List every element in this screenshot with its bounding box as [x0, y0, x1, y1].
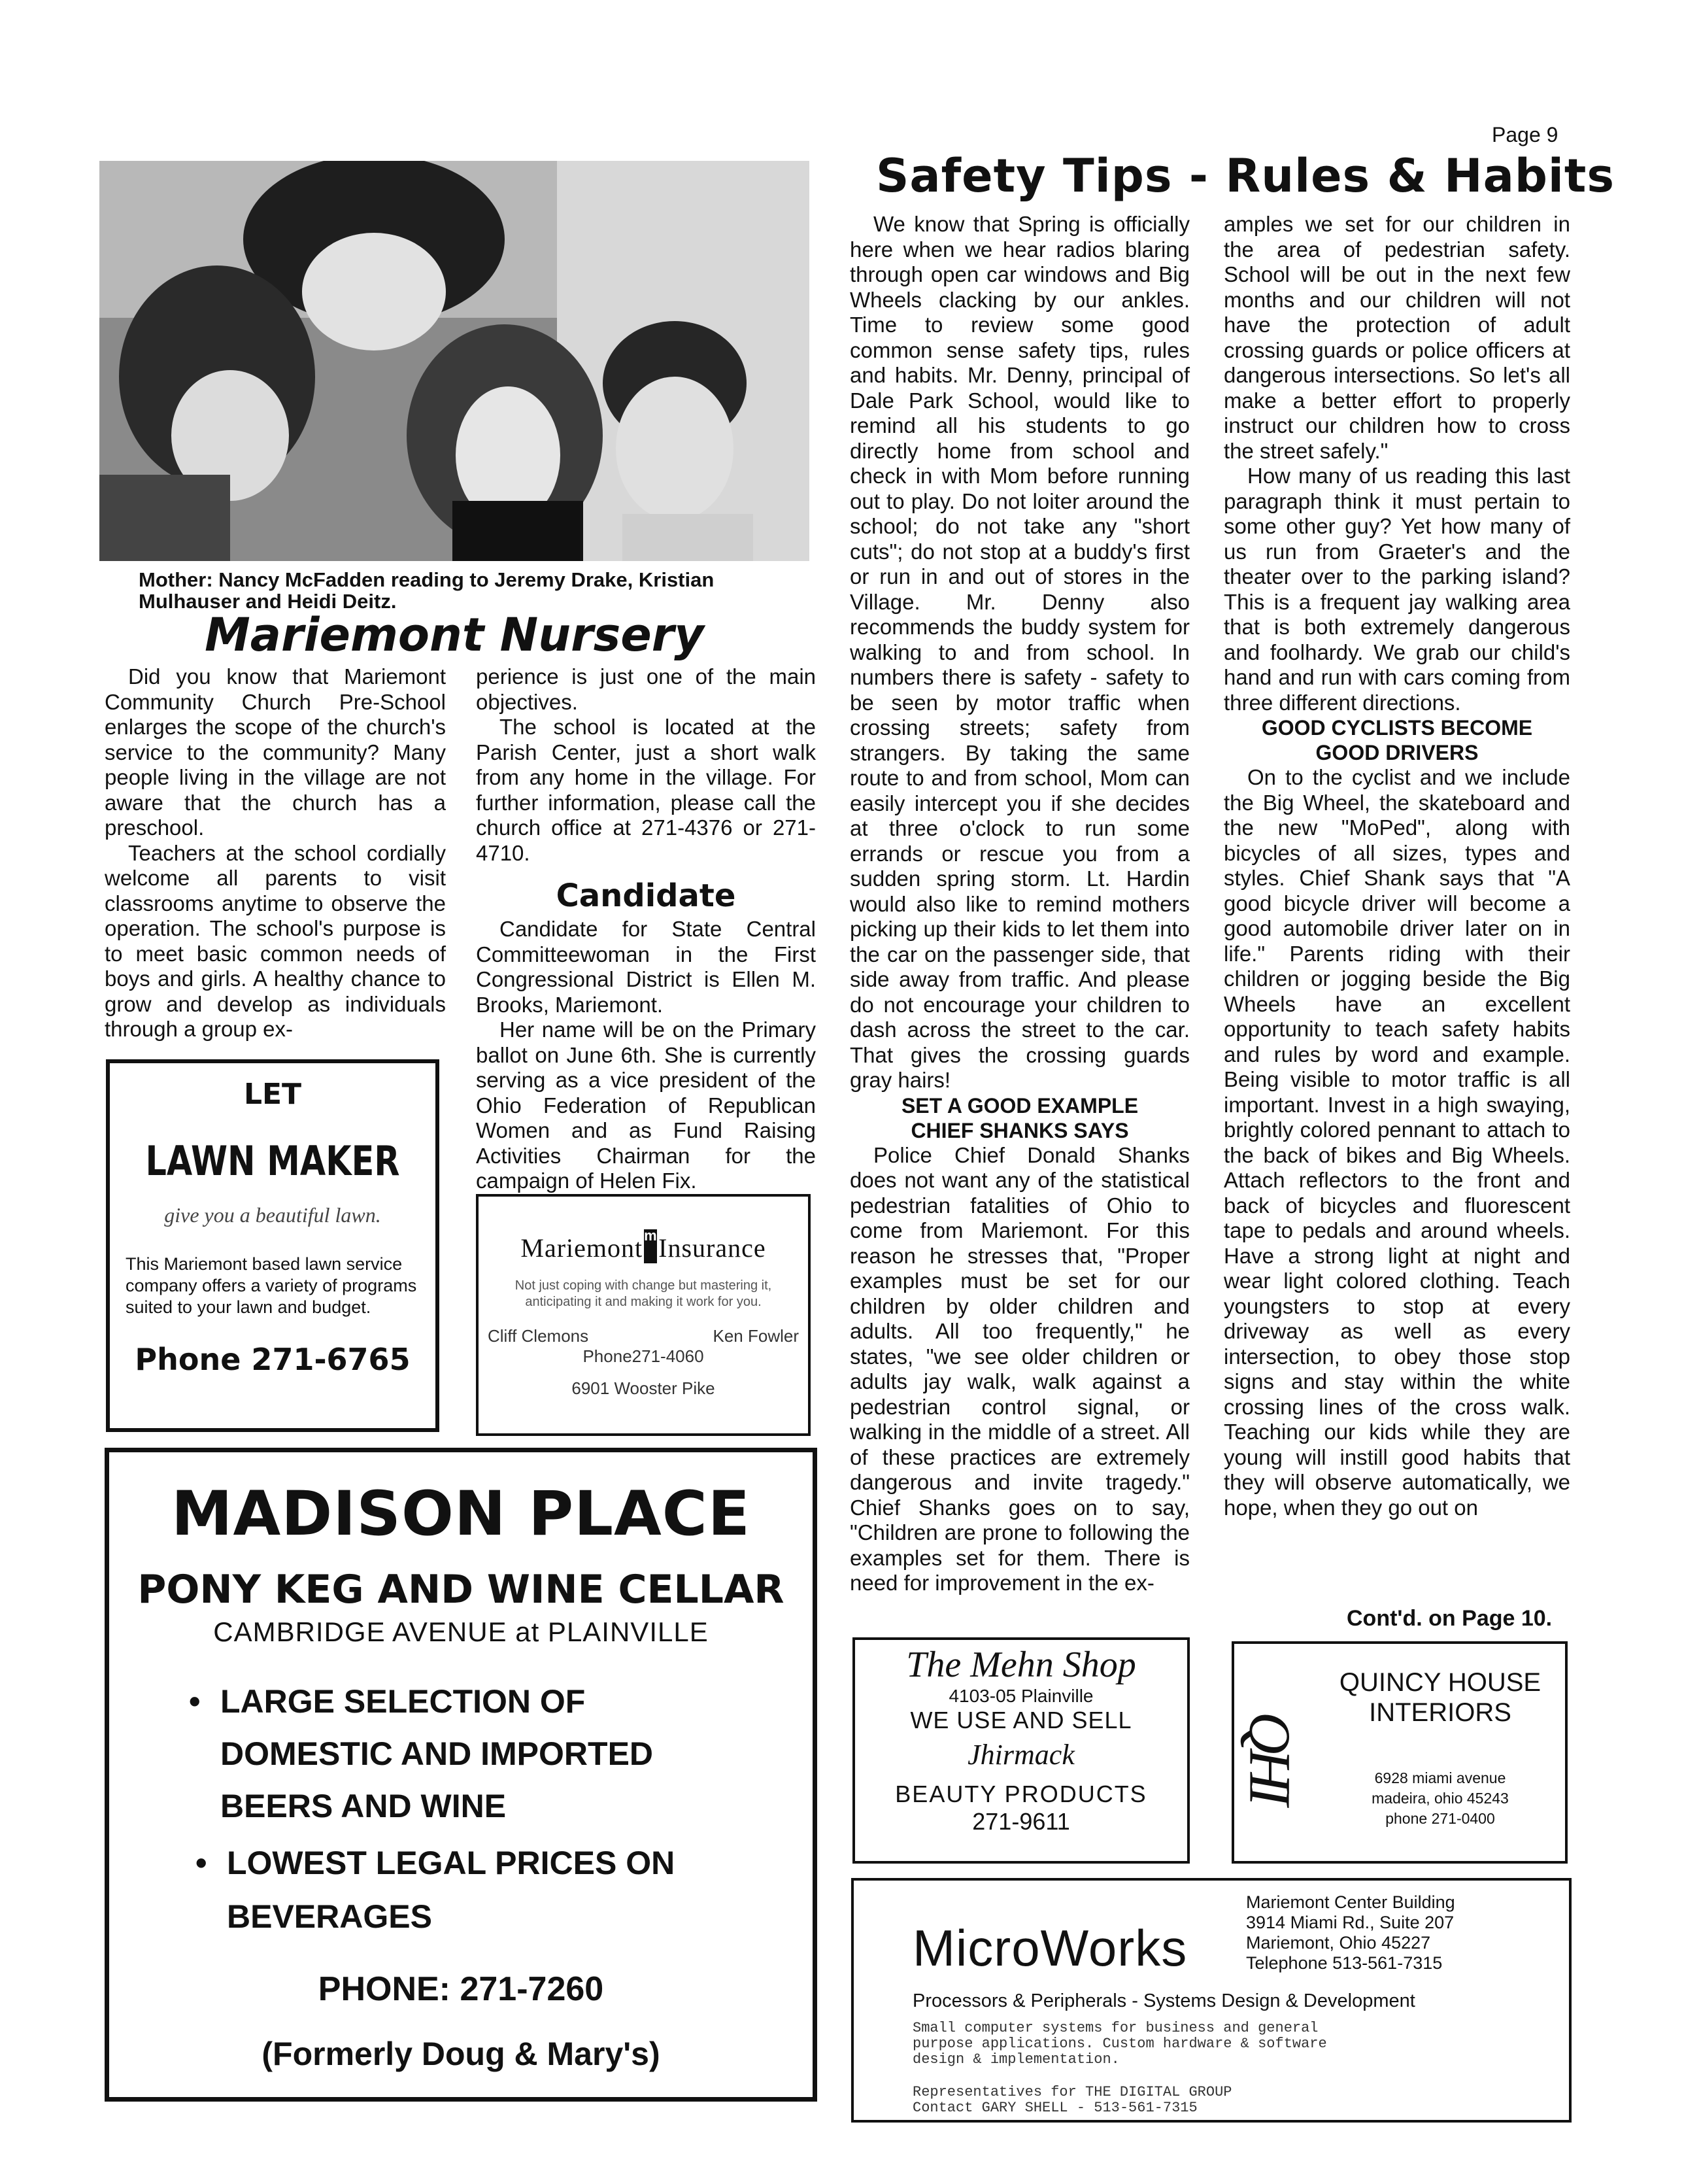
madison-phone: PHONE: 271-7260 — [318, 1970, 604, 2008]
madison-title: MADISON PLACE — [171, 1478, 751, 1550]
madison-bullet — [195, 1836, 813, 1943]
nursery-paragraph: Teachers at the school cordially welcome all parents to visit classrooms anytime to observe the operation. The school's purpose is to meet basic common needs of boys and girls. A healthy chance to grow and develop as individuals through a group ex- — [105, 840, 446, 1041]
nursery-column-left — [105, 664, 446, 1042]
safety-paragraph: Police Chief Donald Shanks does not want any of the statistical pedestrian fatalities of Ohio to come from Mariemont. For this reason he stresses that, "Proper examples must be set for our children by older children and adults. All too frequently," he states, "we see older children or adults jay walk, walk against a pedestrian control signal, or walking in the middle of a street. All of these practices are extremely dangerous and invite tragedy." Chief Shanks goes on to say, "Children are prone to following the examples set for them. There is need for improvement in the ex- — [850, 1142, 1190, 1595]
safety-headline: Safety Tips - Rules & Habits — [876, 149, 1615, 203]
microworks-reps — [913, 2085, 1232, 2116]
candidate-paragraph: Her name will be on the Primary ballot on June 6th. She is currently serving as a vice president of the Ohio Federation of Republican Women and as Fund Raising Activities Chairman for the campaign of Helen Fix. — [476, 1017, 816, 1193]
madison-bullet-line: DOMESTIC AND IMPORTED — [220, 1735, 654, 1772]
insurance-name-right: Insurance — [658, 1233, 766, 1263]
microworks-description: Small computer systems for business and general purpose applications. Custom hardware & software design & implementation. — [913, 2020, 1327, 2068]
insurance-ad — [476, 1194, 811, 1436]
quincy-house-ad — [1232, 1641, 1568, 1864]
madison-bullet-line: BEVERAGES — [227, 1898, 432, 1935]
bullet-dot: • — [195, 1845, 207, 1881]
madison-place-ad — [105, 1448, 817, 2102]
safety-column-right — [1224, 212, 1570, 1520]
microworks-name: MicroWorks — [913, 1919, 1188, 1977]
mehn-phone: 271-9611 — [972, 1808, 1070, 1835]
insurance-description: Not just coping with change but mastering it, anticipating it and making it work for you. — [514, 1278, 772, 1309]
microworks-address-line: Mariemont Center Building — [1246, 1892, 1455, 1912]
safety-subhead: SET A GOOD EXAMPLE — [901, 1093, 1139, 1118]
quincy-address — [1372, 1768, 1509, 1829]
insurance-logo-mark: m — [644, 1229, 657, 1263]
nursery-photo — [99, 161, 809, 561]
insurance-phone: Phone271-4060 — [582, 1346, 704, 1366]
madison-bullet-line: LOWEST LEGAL PRICES ON — [227, 1845, 675, 1881]
mehn-line: WE USE AND SELL — [910, 1707, 1132, 1733]
quincy-address-line: 6928 miami avenue — [1374, 1769, 1506, 1786]
mehn-name: The Mehn Shop — [906, 1645, 1136, 1685]
nursery-paragraph: Did you know that Mariemont Community Church Pre-School enlarges the scope of the church's service to the community? Many people living in the village are not aware that the church has a preschool. — [105, 664, 446, 840]
insurance-agent: Ken Fowler — [713, 1326, 799, 1346]
lawn-description: This Mariemont based lawn service company offers a variety of programs suited to your lawn and budget. — [126, 1254, 417, 1317]
nursery-headline: Mariemont Nursery — [205, 608, 704, 662]
photo-illustration — [99, 161, 809, 561]
lawn-maker-ad — [106, 1059, 439, 1432]
insurance-agents — [488, 1326, 799, 1346]
page-number: Page 9 — [1492, 123, 1558, 146]
quincy-name-line: QUINCY HOUSE — [1339, 1668, 1541, 1697]
microworks-address-line: 3914 Miami Rd., Suite 207 — [1246, 1913, 1455, 1932]
madison-bullet-line: BEERS AND WINE — [220, 1788, 507, 1824]
mehn-address: 4103-05 Plainville — [949, 1686, 1094, 1706]
safety-subhead: GOOD DRIVERS — [1315, 741, 1479, 764]
nursery-paragraph: perience is just one of the main objectives. — [476, 664, 816, 714]
safety-paragraph: amples we set for our children in the area of pedestrian safety. School will be out in the next few months and our children will not have the protection of adult crossing guards or police officers at dangerous intersections. So let's all make a better effort to properly instruct our children how to cross the street safely." — [1224, 212, 1570, 463]
microworks-rep-line: Representatives for THE DIGITAL GROUP — [913, 2084, 1232, 2100]
insurance-name-left: Mariemont — [520, 1233, 643, 1263]
madison-bullet — [189, 1675, 813, 1832]
photo-caption: Mother: Nancy McFadden reading to Jeremy Drake, Kristian Mulhauser and Heidi Deitz. — [139, 568, 715, 613]
microworks-address-line: Mariemont, Ohio 45227 — [1246, 1933, 1431, 1953]
quincy-name — [1332, 1667, 1548, 1728]
microworks-ad — [851, 1878, 1572, 2123]
continued-note: Cont'd. on Page 10. — [1347, 1606, 1553, 1631]
microworks-address-line: Telephone 513-561-7315 — [1246, 1953, 1443, 1973]
madison-bullet-line: LARGE SELECTION OF — [220, 1683, 586, 1720]
mehn-brand: Jhirmack — [968, 1739, 1075, 1771]
safety-paragraph: We know that Spring is officially here when we hear radios blaring through open car windows and Big Wheels clacking by our ankles. Time to review some good common sense safety tips, rules and habits. Mr. Denny, principal of Dale Park School, would like to remind all his students to go directly home from school and check in with Mom before running out to play. Do not loiter around the school; do not take any "short cuts"; do not stop at a buddy's first or run in and out of stores in the Village. Mr. Denny also recommends the buddy system for walking to and from school. In numbers there is safety - safety to be seen by motor traffic when crossing streets; safety from strangers. By taking the same route to and from school, Mom can easily intercept you if she decides at three o'clock to run some errands or rescue you from a sudden spring storm. Lt. Hardin would also like to remind mothers picking up their kids to let them into the car on the passenger side, that side away from traffic. And please do not encourage your children to dash across the street to the car. That gives the crossing guards gray hairs! — [850, 212, 1190, 1092]
lawn-let: LET — [243, 1078, 302, 1111]
microworks-services: Processors & Peripherals - Systems Design & Development — [913, 1990, 1415, 2011]
madison-location: CAMBRIDGE AVENUE at PLAINVILLE — [213, 1616, 709, 1647]
quincy-address-line: madeira, ohio 45243 — [1372, 1790, 1509, 1807]
bullet-dot: • — [189, 1683, 201, 1720]
candidate-headline: Candidate — [556, 878, 736, 914]
safety-paragraph: How many of us reading this last paragraph think it must pertain to some other guy? Yet how many of us run from Graeter's and the theater over to the parking island? This is a frequent jay walking area that is both extremely dangerous and foolhardy. We grab our child's hand and run with cars coming from three different directions. — [1224, 464, 1570, 715]
insurance-agent: Cliff Clemons — [488, 1326, 589, 1346]
lawn-name: LAWN MAKER — [145, 1137, 400, 1185]
candidate-paragraph: Candidate for State Central Committeewoman in the First Congressional District is Ellen M. Brooks, Mariemont. — [476, 917, 816, 1017]
mehn-products: BEAUTY PRODUCTS — [895, 1781, 1147, 1807]
safety-column-left — [850, 212, 1190, 1596]
insurance-logo — [479, 1229, 808, 1263]
madison-subtitle: PONY KEG AND WINE CELLAR — [137, 1567, 784, 1612]
safety-subhead: GOOD CYCLISTS BECOME — [1261, 716, 1533, 740]
microworks-rep-line: Contact GARY SHELL - 513-561-7315 — [913, 2100, 1198, 2116]
safety-paragraph: On to the cyclist and we include the Big Wheel, the skateboard and the new "MoPed", along with bicycles of all sizes, types and styles. Chief Shank says that "A good bicycle driver will become a good automobile driver later on in life." Parents riding with their children or jogging beside the Big Wheels have an excellent opportunity to teach safety habits and rules by word and example. Being visible to motor traffic is all important. Invest in a high swaying, brightly colored pennant to attach to the back of bikes and Big Wheels. Attach reflectors to the front and back of bicycles and fluorescent tape to pedals and around wheels. Have a strong light at night and wear light colored clothing. Teach youngsters to stop at every driveway as well as every intersection, to obey those stop signs and stay within the white crossing lines of the cross walk. Teaching our kids while they are young will instill good habits that they will observe automatically, we hope, when they go out on — [1224, 765, 1570, 1520]
insurance-address: 6901 Wooster Pike — [571, 1378, 715, 1398]
lawn-phone: Phone 271-6765 — [135, 1342, 411, 1377]
mehn-shop-ad — [852, 1637, 1190, 1864]
lawn-tagline: give you a beautiful lawn. — [164, 1203, 381, 1227]
madison-formerly: (Formerly Doug & Mary's) — [261, 2036, 660, 2072]
quincy-name-line: INTERIORS — [1369, 1698, 1511, 1727]
nursery-paragraph: The school is located at the Parish Center, just a short walk from any home in the village. For further information, please call the church office at 271-4376 or 271-4710. — [476, 715, 816, 865]
nursery-column-right — [476, 664, 816, 1194]
quincy-monogram: QHI — [1237, 1711, 1302, 1801]
microworks-address — [1246, 1892, 1455, 1973]
safety-subhead: CHIEF SHANKS SAYS — [911, 1118, 1129, 1142]
quincy-phone: phone 271-0400 — [1385, 1810, 1495, 1827]
